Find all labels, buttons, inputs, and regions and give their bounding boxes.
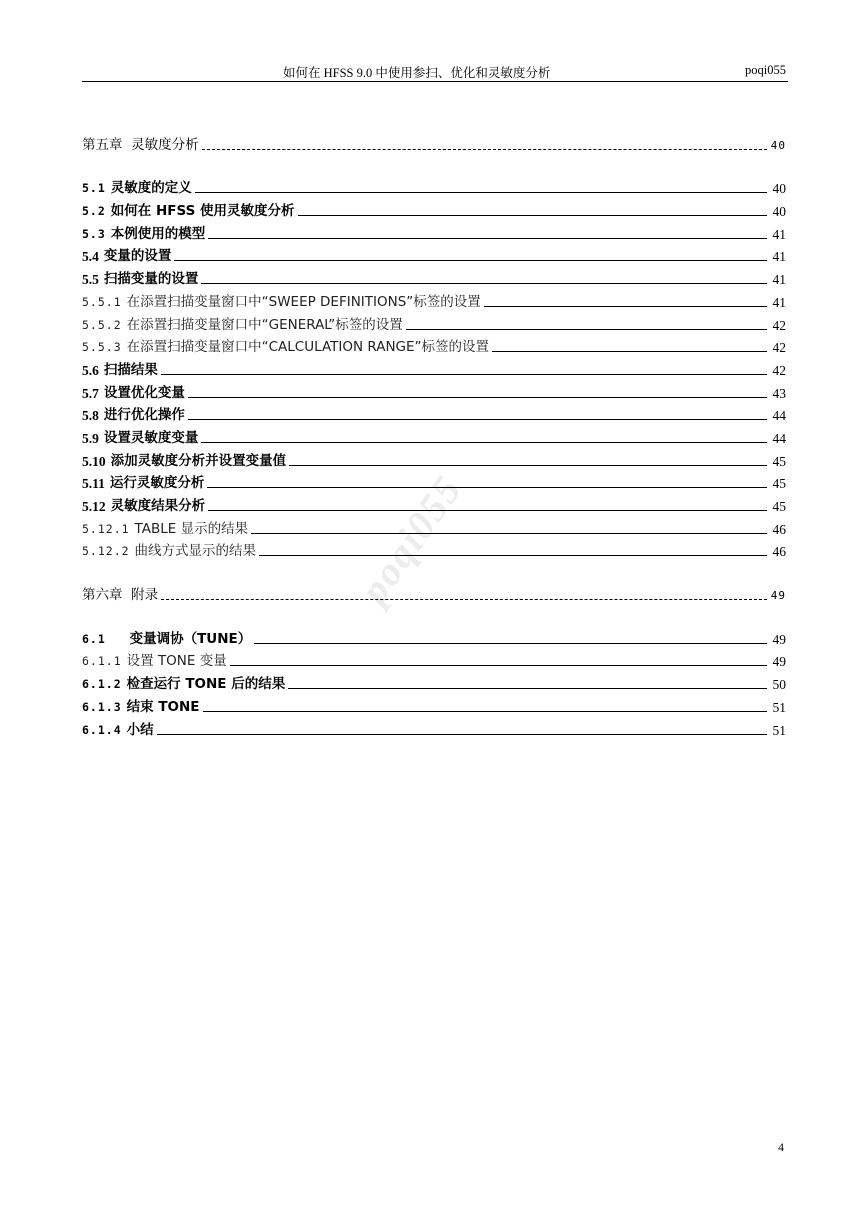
toc-entry-title: 第六章 附录 xyxy=(82,587,159,604)
toc-entry-number: 5.4 xyxy=(82,249,99,265)
toc-page-number: 45 xyxy=(772,453,786,469)
toc-entry-row[interactable] xyxy=(82,288,786,311)
toc-chapter-row[interactable] xyxy=(82,581,786,604)
toc-page-number: 49 xyxy=(770,589,786,603)
toc-entry-number: 5.5 xyxy=(82,272,99,288)
toc-entry-title: 进行优化操作 xyxy=(103,407,185,424)
toc-entry-title: 设置灵敏度变量 xyxy=(103,429,199,446)
toc-entry-row[interactable] xyxy=(82,424,786,447)
toc-leader-line xyxy=(289,465,767,466)
toc-entry-number: 5.8 xyxy=(82,408,99,424)
toc-page-number: 42 xyxy=(772,317,786,333)
toc-leader-line xyxy=(251,533,767,534)
toc-entry-title: 在添置扫描变量窗口中“CALCULATION RANGE”标签的设置 xyxy=(126,339,490,356)
toc-leader-line xyxy=(230,665,767,666)
toc-leader-line xyxy=(208,238,767,239)
toc-page-number: 41 xyxy=(772,249,786,265)
toc-entry-row[interactable] xyxy=(82,356,786,379)
toc-page-number: 42 xyxy=(772,340,786,356)
toc-entry-title: 第五章 灵敏度分析 xyxy=(82,136,199,153)
toc-entry-row[interactable] xyxy=(82,379,786,402)
toc-leader-line xyxy=(188,397,767,398)
toc-page-number: 40 xyxy=(770,138,786,152)
toc-leader-line xyxy=(174,260,767,261)
toc-spacer xyxy=(82,154,786,175)
toc-page-number: 44 xyxy=(772,408,786,424)
toc-entry-row[interactable] xyxy=(82,515,786,538)
toc-entry-row[interactable] xyxy=(82,693,786,716)
toc-entry-number: 6.1.4 xyxy=(82,722,122,737)
toc-page-number: 40 xyxy=(772,181,786,197)
toc-page-number: 50 xyxy=(772,677,786,693)
toc-entry-title: 灵敏度的定义 xyxy=(110,180,192,197)
toc-page-number: 49 xyxy=(772,654,786,670)
toc-entry-title: 本例使用的模型 xyxy=(110,225,206,242)
toc-leader-line xyxy=(202,149,767,150)
toc-entry-number: 5.5.2 xyxy=(82,317,122,332)
toc-page-number: 41 xyxy=(772,226,786,242)
toc-entry-title: 运行灵敏度分析 xyxy=(109,475,205,492)
toc-leader-line xyxy=(492,351,767,352)
toc-entry-row[interactable] xyxy=(82,265,786,288)
toc-entry-number: 5.6 xyxy=(82,362,99,378)
toc-entry-row[interactable] xyxy=(82,175,786,198)
toc-page-number: 45 xyxy=(772,499,786,514)
toc-page-number: 51 xyxy=(772,699,786,715)
toc-entry-number: 6.1.3 xyxy=(82,699,122,714)
toc-entry-row[interactable] xyxy=(82,402,786,425)
toc-entry-title: 设置优化变量 xyxy=(103,384,185,401)
toc-page-number: 46 xyxy=(772,544,786,560)
toc-page-number: 44 xyxy=(772,430,786,446)
table-of-contents xyxy=(82,131,786,739)
toc-leader-line xyxy=(254,643,767,644)
toc-entry-title: 曲线方式显示的结果 xyxy=(134,543,257,560)
toc-entry-row[interactable] xyxy=(82,311,786,334)
toc-leader-line xyxy=(208,510,767,511)
toc-entry-row[interactable] xyxy=(82,243,786,266)
toc-entry-title: TABLE 显示的结果 xyxy=(134,520,249,537)
header-title: 如何在 HFSS 9.0 中使用参扫、优化和灵敏度分析 xyxy=(283,66,551,80)
toc-entry-number: 5.12.1 xyxy=(82,521,130,536)
toc-leader-line xyxy=(161,599,767,600)
toc-entry-row[interactable] xyxy=(82,492,786,515)
toc-entry-title: 结束 TONE xyxy=(126,698,200,715)
toc-entry-number: 5.9 xyxy=(82,430,99,446)
toc-entry-row[interactable] xyxy=(82,625,786,648)
toc-entry-number: 5.12 xyxy=(82,499,106,514)
toc-chapter-row[interactable] xyxy=(82,131,786,154)
toc-leader-line xyxy=(188,419,767,420)
toc-page-number: 45 xyxy=(772,476,786,492)
toc-entry-number: 5.10 xyxy=(82,453,106,469)
toc-entry-title: 扫描结果 xyxy=(103,361,158,378)
toc-leader-line xyxy=(201,283,767,284)
toc-entry-row[interactable] xyxy=(82,447,786,470)
toc-entry-title: 变量调协（TUNE） xyxy=(110,630,252,647)
toc-entry-title: 检查运行 TONE 后的结果 xyxy=(126,676,286,693)
toc-entry-number: 5.12.2 xyxy=(82,544,130,559)
toc-entry-number: 5.7 xyxy=(82,385,99,401)
toc-leader-line xyxy=(484,306,767,307)
toc-page-number: 46 xyxy=(772,521,786,537)
toc-page-number: 41 xyxy=(772,272,786,288)
toc-entry-title: 设置 TONE 变量 xyxy=(126,653,227,670)
toc-entry-number: 6.1.2 xyxy=(82,677,122,692)
toc-leader-line xyxy=(161,374,767,375)
toc-entry-number: 5.5.1 xyxy=(82,294,122,309)
toc-leader-line xyxy=(288,688,767,689)
toc-entry-row[interactable] xyxy=(82,648,786,671)
toc-entry-number: 5.11 xyxy=(82,476,105,492)
toc-entry-title: 如何在 HFSS 使用灵敏度分析 xyxy=(110,203,295,220)
toc-entry-title: 灵敏度结果分析 xyxy=(110,498,206,514)
toc-entry-row[interactable] xyxy=(82,220,786,243)
toc-entry-row[interactable] xyxy=(82,538,786,561)
toc-page-number: 43 xyxy=(772,385,786,401)
toc-entry-number: 5.1 xyxy=(82,181,106,196)
toc-page-number: 51 xyxy=(772,722,786,738)
toc-entry-row[interactable] xyxy=(82,197,786,220)
page-header xyxy=(82,62,788,82)
toc-entry-number: 6.1.1 xyxy=(82,654,122,669)
toc-leader-line xyxy=(201,442,767,443)
toc-page-number: 42 xyxy=(772,362,786,378)
toc-entry-title: 在添置扫描变量窗口中“SWEEP DEFINITIONS”标签的设置 xyxy=(126,293,481,310)
toc-entry-number: 6.1 xyxy=(82,631,106,646)
page-number: 4 xyxy=(778,1140,784,1154)
toc-leader-line xyxy=(207,487,767,488)
toc-entry-row[interactable] xyxy=(82,334,786,357)
toc-leader-line xyxy=(195,192,767,193)
toc-entry-number: 5.3 xyxy=(82,226,106,241)
toc-leader-line xyxy=(157,734,767,735)
toc-page-number: 49 xyxy=(772,631,786,647)
toc-entry-title: 扫描变量的设置 xyxy=(103,271,199,288)
toc-entry-title: 在添置扫描变量窗口中“GENERAL”标签的设置 xyxy=(126,316,403,333)
header-author: poqi055 xyxy=(745,63,786,77)
toc-spacer xyxy=(82,604,786,625)
toc-leader-line xyxy=(203,711,767,712)
toc-leader-line xyxy=(298,215,767,216)
toc-entry-row[interactable] xyxy=(82,716,786,739)
watermark-text: poqi055 xyxy=(350,466,471,612)
toc-leader-line xyxy=(406,329,767,330)
toc-entry-title: 小结 xyxy=(126,721,154,738)
toc-leader-line xyxy=(259,555,767,556)
toc-entry-number: 5.5.3 xyxy=(82,340,122,355)
toc-page-number: 41 xyxy=(772,294,786,310)
toc-entry-row[interactable] xyxy=(82,470,786,493)
toc-entry-row[interactable] xyxy=(82,670,786,693)
toc-entry-title: 添加灵敏度分析并设置变量值 xyxy=(110,452,287,469)
toc-entry-title: 变量的设置 xyxy=(103,248,172,265)
toc-page-number: 40 xyxy=(772,204,786,220)
toc-entry-number: 5.2 xyxy=(82,204,106,219)
toc-spacer xyxy=(82,560,786,581)
